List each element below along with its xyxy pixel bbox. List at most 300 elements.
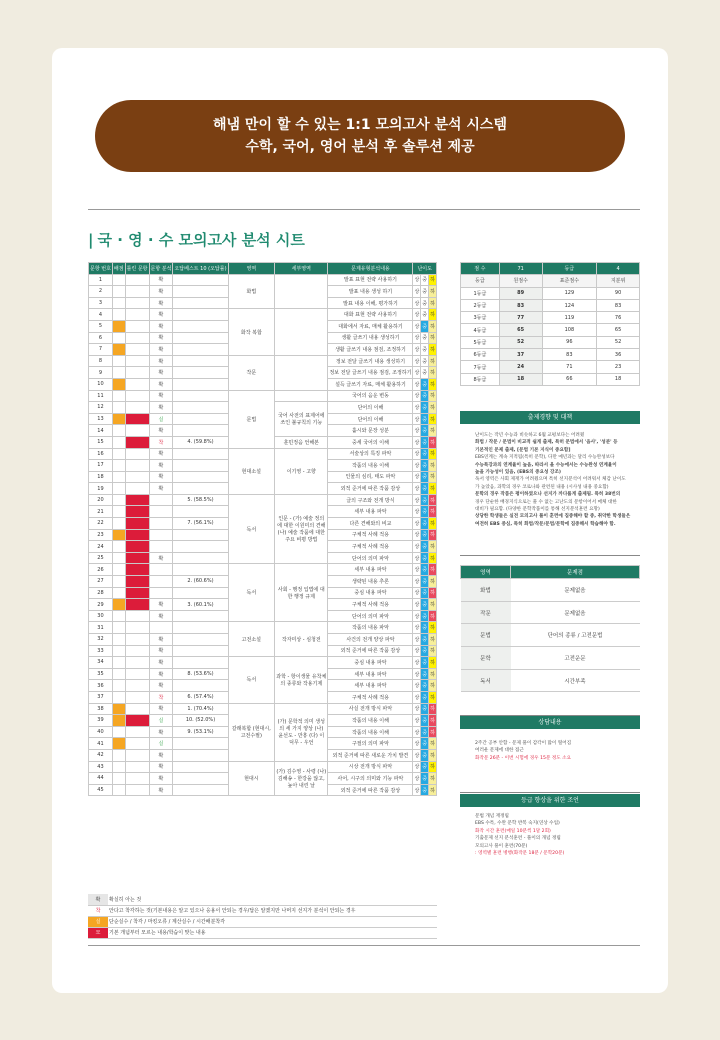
score-header-cell: 4 [597, 263, 640, 275]
analysis-cell: 확 [149, 274, 173, 286]
score-cell [112, 599, 125, 611]
analysis-cell: 확 [149, 680, 173, 692]
analysis-cell [149, 494, 173, 506]
grade-cell: 6등급 [461, 349, 500, 361]
wrong-best-cell [173, 634, 228, 646]
question-type: 인물의 심리, 태도 파악 [328, 471, 413, 483]
wrong-cell [125, 344, 149, 356]
question-number: 23 [89, 529, 113, 541]
score-cell [112, 402, 125, 414]
difficulty-low: 하 [429, 773, 437, 785]
question-number: 16 [89, 448, 113, 460]
difficulty-mid: 중 [421, 344, 429, 356]
difficulty-high: 상 [413, 344, 421, 356]
difficulty-low: 하 [429, 413, 437, 425]
question-type: 세부 내용 파악 [328, 680, 413, 692]
analysis-cell: 실 [149, 413, 173, 425]
score-cell [112, 413, 125, 425]
wrong-cell [125, 274, 149, 286]
grade-row [461, 299, 640, 311]
score-cell [112, 715, 125, 727]
legend-key: 확 [88, 894, 108, 905]
difficulty-low: 하 [429, 657, 437, 669]
wrong-best-cell: 5. (58.5%) [173, 494, 228, 506]
analysis-cell: 확 [149, 425, 173, 437]
wrong-cell [125, 749, 149, 761]
difficulty-low: 하 [429, 634, 437, 646]
wrong-best-cell [173, 483, 228, 495]
wrong-cell [125, 587, 149, 599]
wrong-cell [125, 494, 149, 506]
question-type: 세부 내용 파악 [328, 564, 413, 576]
score-cell [112, 738, 125, 750]
difficulty-high: 상 [413, 309, 421, 321]
score-header-cell: 등급 [542, 263, 597, 275]
table-row [89, 309, 437, 321]
grade-cell: 3등급 [461, 312, 500, 324]
score-cell [112, 297, 125, 309]
sub-area-cell: 이기영 - 고향 [275, 448, 328, 494]
grade-cell: 76 [597, 312, 640, 324]
wrong-cell [125, 657, 149, 669]
question-number: 7 [89, 344, 113, 356]
area-problem: 문제없음 [511, 579, 640, 602]
score-cell [112, 483, 125, 495]
difficulty-low: 하 [429, 749, 437, 761]
wrong-best-cell [173, 622, 228, 634]
wrong-best-cell: 9. (53.1%) [173, 726, 228, 738]
wrong-best-cell [173, 448, 228, 460]
problem-area-table [460, 565, 640, 692]
difficulty-high: 상 [413, 494, 421, 506]
analysis-cell: 확 [149, 286, 173, 298]
table-row [89, 657, 437, 669]
grade-cell: 77 [499, 312, 542, 324]
score-cell [112, 460, 125, 472]
difficulty-high: 상 [413, 552, 421, 564]
column-header: 세부영역 [275, 263, 328, 275]
sub-area-cell: 작자미상 - 심청전 [275, 622, 328, 657]
area-cell: 독서 [228, 564, 275, 622]
score-cell [112, 436, 125, 448]
difficulty-high: 상 [413, 518, 421, 530]
score-cell [112, 622, 125, 634]
wrong-cell [125, 703, 149, 715]
divider [460, 555, 640, 556]
grade-cell: 18 [499, 373, 542, 385]
sub-area-cell [275, 309, 328, 355]
difficulty-mid: 중 [421, 541, 429, 553]
grade-cell: 129 [542, 287, 597, 299]
difficulty-high: 상 [413, 680, 421, 692]
difficulty-low: 하 [429, 378, 437, 390]
area-name: 독서 [461, 669, 511, 692]
grade-cell: 23 [597, 361, 640, 373]
score-sub-cell: 표준점수 [542, 275, 597, 287]
trend-line: 가 높았음, 과학의 경우 코로나와 관련된 내용 (시사성 내용 중요함) [475, 484, 609, 490]
question-type: 작품의 내용 이해 [328, 715, 413, 727]
trend-line: 여전히 EBS 중심, 특히 화법/작문/문법/문학에 집중해서 학습해야 함. [475, 521, 616, 527]
score-cell [112, 726, 125, 738]
difficulty-mid: 중 [421, 518, 429, 530]
wrong-cell [125, 413, 149, 425]
advice-line: 기출문제 선지 분석훈련 - 풀이의 개념 정립 [475, 836, 561, 842]
difficulty-low: 하 [429, 471, 437, 483]
difficulty-high: 상 [413, 471, 421, 483]
question-number: 34 [89, 657, 113, 669]
difficulty-high: 상 [413, 448, 421, 460]
sub-area-cell [275, 390, 328, 402]
difficulty-mid: 중 [421, 680, 429, 692]
difficulty-low: 하 [429, 610, 437, 622]
difficulty-mid: 중 [421, 668, 429, 680]
question-type: 중세 국어의 이해 [328, 436, 413, 448]
grade-cell: 24 [499, 361, 542, 373]
difficulty-high: 상 [413, 564, 421, 576]
wrong-cell [125, 622, 149, 634]
area-problem: 단어의 종류 / 고전문법 [511, 624, 640, 647]
difficulty-high: 상 [413, 715, 421, 727]
score-cell [112, 390, 125, 402]
difficulty-high: 상 [413, 355, 421, 367]
difficulty-high: 상 [413, 645, 421, 657]
sub-area-cell [275, 274, 328, 309]
grade-cell: 18 [597, 373, 640, 385]
analysis-cell: 확 [149, 460, 173, 472]
analysis-cell: 확 [149, 552, 173, 564]
question-type: 국어의 음운 변동 [328, 390, 413, 402]
difficulty-low: 하 [429, 436, 437, 448]
score-header-row [461, 263, 640, 275]
column-header: 문제유형분석내용 [328, 263, 413, 275]
question-type: 서술상의 특징 파악 [328, 448, 413, 460]
question-number: 6 [89, 332, 113, 344]
wrong-best-cell: 1. (70.4%) [173, 703, 228, 715]
wrong-best-cell [173, 378, 228, 390]
difficulty-high: 상 [413, 749, 421, 761]
difficulty-low: 하 [429, 703, 437, 715]
difficulty-high: 상 [413, 425, 421, 437]
wrong-best-cell [173, 320, 228, 332]
grade-cell: 2등급 [461, 299, 500, 311]
question-number: 12 [89, 402, 113, 414]
score-cell [112, 657, 125, 669]
wrong-best-cell [173, 297, 228, 309]
column-header: 영역 [228, 263, 275, 275]
analysis-cell [149, 587, 173, 599]
question-number: 28 [89, 587, 113, 599]
question-number: 17 [89, 460, 113, 472]
grade-cell: 119 [542, 312, 597, 324]
score-sub-cell: 지분위 [597, 275, 640, 287]
score-cell [112, 367, 125, 379]
wrong-best-cell [173, 460, 228, 472]
wrong-cell [125, 355, 149, 367]
analysis-cell: 확 [149, 390, 173, 402]
difficulty-low: 하 [429, 483, 437, 495]
wrong-best-cell [173, 274, 228, 286]
column-header: 난이도 [413, 263, 437, 275]
consult-line: 화작문 26분 - 이번 시험에 경우 15분 정도 소요 [475, 755, 572, 761]
wrong-cell [125, 784, 149, 796]
analysis-cell: 실 [149, 738, 173, 750]
difficulty-mid: 중 [421, 610, 429, 622]
table-row [89, 274, 437, 286]
difficulty-high: 상 [413, 402, 421, 414]
difficulty-mid: 중 [421, 297, 429, 309]
sub-area-cell: 인문 - (가) 예술 정의에 대한 이원미의 견해 (나) 예술 작품에 대한 주요 비평 방법 [275, 494, 328, 564]
difficulty-low: 하 [429, 587, 437, 599]
legend-text: 안다고 착각하는 것(기본내용은 알고 있으나 응용이 안되는 경우/답은 알겠지만 나머지 선지가 분석이 안되는 경우 [108, 905, 437, 916]
column-header: 틀린 문항 [125, 263, 149, 275]
question-type: 단어의 의미 파악 [328, 552, 413, 564]
difficulty-high: 상 [413, 483, 421, 495]
table-row [89, 703, 437, 715]
score-sub-cell: 등급 [461, 275, 500, 287]
question-number: 10 [89, 378, 113, 390]
area-name: 문법 [461, 624, 511, 647]
wrong-cell [125, 761, 149, 773]
question-type: 발표 내용 생성 하기 [328, 286, 413, 298]
banner-line-2: 수학, 국어, 영어 분석 후 솔루션 제공 [245, 139, 475, 155]
difficulty-mid: 중 [421, 378, 429, 390]
grade-cell: 65 [597, 324, 640, 336]
wrong-best-cell [173, 425, 228, 437]
difficulty-high: 상 [413, 622, 421, 634]
difficulty-high: 상 [413, 657, 421, 669]
analysis-cell: 확 [149, 378, 173, 390]
trend-line: 높을 가능성이 있음, (EBS의 중요성 강조) [475, 470, 562, 476]
difficulty-mid: 중 [421, 506, 429, 518]
difficulty-high: 상 [413, 413, 421, 425]
wrong-cell [125, 436, 149, 448]
divider [88, 209, 640, 210]
difficulty-mid: 중 [421, 634, 429, 646]
difficulty-mid: 중 [421, 413, 429, 425]
difficulty-low: 하 [429, 761, 437, 773]
grade-row [461, 287, 640, 299]
difficulty-low: 하 [429, 425, 437, 437]
difficulty-low: 하 [429, 320, 437, 332]
grade-row [461, 312, 640, 324]
question-number: 14 [89, 425, 113, 437]
wrong-cell [125, 634, 149, 646]
analysis-cell: 확 [149, 703, 173, 715]
question-number: 42 [89, 749, 113, 761]
question-number: 43 [89, 761, 113, 773]
sheet-title: | 국 · 영 · 수 모의고사 분석 시트 [88, 231, 305, 249]
legend-row [88, 905, 437, 916]
consult-line: 여러운 문제에 대한 접근 [475, 748, 524, 754]
difficulty-mid: 중 [421, 599, 429, 611]
difficulty-mid: 중 [421, 529, 429, 541]
wrong-best-cell [173, 506, 228, 518]
analysis-cell: 확 [149, 332, 173, 344]
wrong-best-cell [173, 784, 228, 796]
question-number: 24 [89, 541, 113, 553]
difficulty-mid: 중 [421, 425, 429, 437]
analysis-cell: 확 [149, 645, 173, 657]
difficulty-low: 하 [429, 367, 437, 379]
wrong-best-cell [173, 610, 228, 622]
difficulty-mid: 중 [421, 332, 429, 344]
analysis-cell: 확 [149, 471, 173, 483]
score-cell [112, 680, 125, 692]
banner-line-1: 해냄 만이 할 수 있는 1:1 모의고사 분석 시스템 [213, 117, 507, 133]
grade-cell: 7등급 [461, 361, 500, 373]
table-row [89, 622, 437, 634]
advice-heading: 등급 향상을 위한 조언 [460, 794, 640, 807]
score-cell [112, 634, 125, 646]
question-type: 단어의 의미 파악 [328, 610, 413, 622]
consult-line: 2주간 공부 안함 - 문제 풀이 감각이 많이 떨어짐 [475, 741, 572, 746]
difficulty-mid: 중 [421, 471, 429, 483]
wrong-cell [125, 367, 149, 379]
analysis-cell: 실 [149, 715, 173, 727]
difficulty-high: 상 [413, 286, 421, 298]
question-number: 44 [89, 773, 113, 785]
difficulty-mid: 중 [421, 367, 429, 379]
table-row [89, 355, 437, 367]
difficulty-low: 하 [429, 738, 437, 750]
legend-text: 확실히 아는 것 [108, 894, 437, 905]
wrong-cell [125, 332, 149, 344]
question-type: 단어의 이해 [328, 413, 413, 425]
difficulty-mid: 중 [421, 494, 429, 506]
area-row [461, 669, 640, 692]
sub-area-cell [275, 355, 328, 390]
wrong-cell [125, 645, 149, 657]
difficulty-mid: 중 [421, 436, 429, 448]
score-cell [112, 645, 125, 657]
difficulty-low: 하 [429, 541, 437, 553]
question-number: 27 [89, 576, 113, 588]
score-cell [112, 703, 125, 715]
difficulty-low: 하 [429, 297, 437, 309]
score-cell [112, 541, 125, 553]
difficulty-high: 상 [413, 587, 421, 599]
wrong-cell [125, 402, 149, 414]
difficulty-high: 상 [413, 610, 421, 622]
question-number: 37 [89, 691, 113, 703]
area-row [461, 647, 640, 670]
difficulty-high: 상 [413, 634, 421, 646]
advice-line: : 영역별 훈련 병행(화작문 18분 / 문학20분) [475, 851, 565, 857]
grade-cell: 8등급 [461, 373, 500, 385]
analysis-table [88, 262, 437, 796]
difficulty-mid: 중 [421, 286, 429, 298]
question-number: 40 [89, 726, 113, 738]
question-number: 3 [89, 297, 113, 309]
question-number: 13 [89, 413, 113, 425]
grade-cell: 52 [597, 336, 640, 348]
analysis-cell: 확 [149, 402, 173, 414]
sub-area-cell: 사회 - 행정 입법에 대한 행정 규제 [275, 564, 328, 622]
score-cell [112, 749, 125, 761]
score-cell [112, 784, 125, 796]
trend-heading: 출제경향 및 대책 [460, 411, 640, 424]
difficulty-low: 하 [429, 622, 437, 634]
wrong-best-cell [173, 471, 228, 483]
wrong-cell [125, 297, 149, 309]
difficulty-mid: 중 [421, 576, 429, 588]
trend-line: 상당한 학생들은 실전 모의고사 풀이 훈련에 집중해야 할 중, 취약한 학생들은 [475, 514, 631, 520]
question-number: 33 [89, 645, 113, 657]
table-row [89, 448, 437, 460]
wrong-cell [125, 518, 149, 530]
legend-key: 모 [88, 927, 108, 938]
question-type: 구체적 사례 적용 [328, 691, 413, 703]
analysis-cell: 확 [149, 483, 173, 495]
analysis-cell: 확 [149, 344, 173, 356]
grade-row [461, 324, 640, 336]
difficulty-high: 상 [413, 773, 421, 785]
score-cell [112, 448, 125, 460]
area-cell: 독서 [228, 657, 275, 703]
difficulty-high: 상 [413, 668, 421, 680]
difficulty-high: 상 [413, 506, 421, 518]
difficulty-low: 하 [429, 726, 437, 738]
difficulty-mid: 중 [421, 448, 429, 460]
question-number: 38 [89, 703, 113, 715]
wrong-best-cell [173, 738, 228, 750]
sub-area-cell: 국어 사전의 표제어에 쓰인 불규칙의 기능 [275, 402, 328, 437]
difficulty-high: 상 [413, 703, 421, 715]
analysis-cell [149, 518, 173, 530]
analysis-cell: 확 [149, 749, 173, 761]
difficulty-high: 상 [413, 378, 421, 390]
trend-line: 화법 / 작문 / 문법이 비교적 쉽게 출제, 특히 문법에서 '음사', '성분' 등 [475, 440, 618, 446]
analysis-cell: 확 [149, 448, 173, 460]
grade-cell: 37 [499, 349, 542, 361]
analysis-cell [149, 541, 173, 553]
difficulty-low: 하 [429, 402, 437, 414]
difficulty-low: 하 [429, 448, 437, 460]
score-cell [112, 274, 125, 286]
table-row [89, 564, 437, 576]
area-cell: 갈래복합 (현대시, 고전수필) [228, 703, 275, 761]
trend-text [475, 432, 640, 528]
question-type: 사실 전개 방식 파악 [328, 703, 413, 715]
score-cell [112, 378, 125, 390]
wrong-cell [125, 471, 149, 483]
difficulty-mid: 중 [421, 657, 429, 669]
area-header: 문제점 [511, 566, 640, 579]
column-header: 배점 [112, 263, 125, 275]
wrong-best-cell: 2. (60.6%) [173, 576, 228, 588]
question-type: 구체적 사례 적용 [328, 541, 413, 553]
wrong-best-cell [173, 773, 228, 785]
grade-cell: 124 [542, 299, 597, 311]
question-type: 대화 표현 전략 사용하기 [328, 309, 413, 321]
wrong-best-cell: 4. (59.8%) [173, 436, 228, 448]
table-row [89, 761, 437, 773]
difficulty-low: 하 [429, 309, 437, 321]
analysis-cell: 확 [149, 726, 173, 738]
wrong-cell [125, 460, 149, 472]
wrong-best-cell [173, 657, 228, 669]
area-problem: 고전운문 [511, 647, 640, 670]
legend-key: 실 [88, 916, 108, 927]
analysis-cell: 확 [149, 309, 173, 321]
wrong-best-cell [173, 552, 228, 564]
question-type: 사건의 전개 양상 파악 [328, 634, 413, 646]
question-type: 정보 전달 글쓰기 내용 점검, 조정하기 [328, 367, 413, 379]
difficulty-low: 하 [429, 552, 437, 564]
difficulty-high: 상 [413, 460, 421, 472]
question-number: 36 [89, 680, 113, 692]
difficulty-high: 상 [413, 784, 421, 796]
